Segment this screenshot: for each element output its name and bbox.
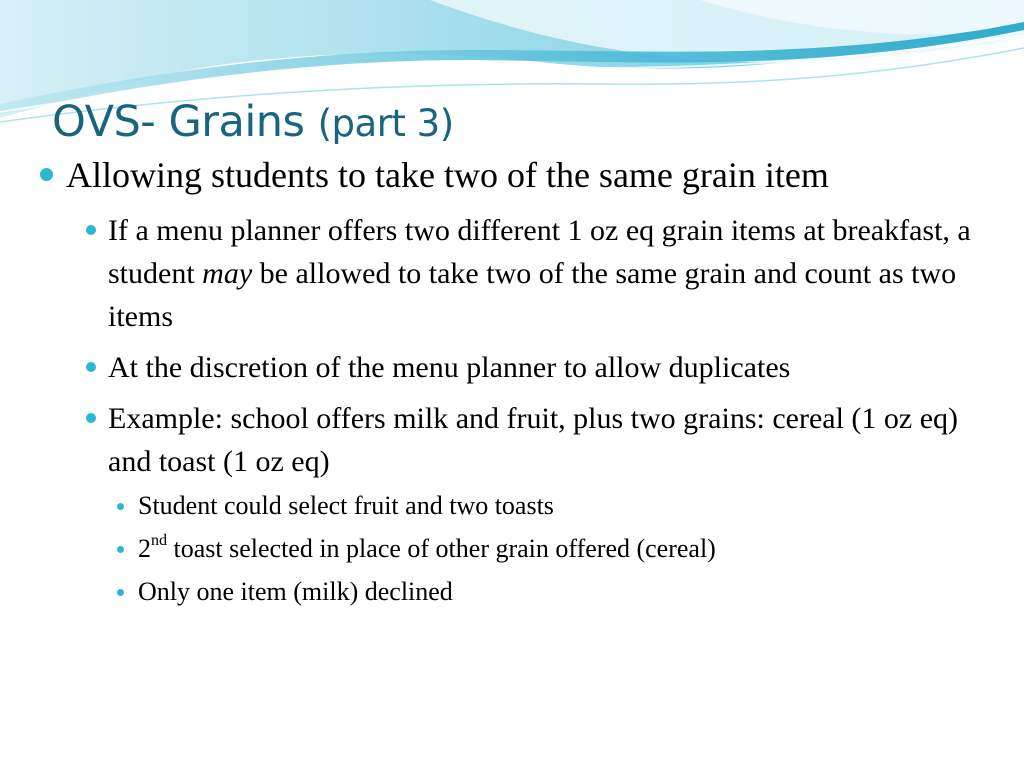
bullet-dot-icon bbox=[117, 546, 124, 553]
sub-sub-bullet-text: Only one item (milk) declined bbox=[138, 577, 453, 606]
bullet-list bbox=[66, 153, 971, 618]
sub-sub-bullet-text: toast selected in place of other grain offered (cereal) bbox=[167, 534, 716, 563]
bullet-dot-icon bbox=[86, 225, 96, 235]
sub-bullet-list bbox=[108, 209, 988, 609]
ordinal-suffix: nd bbox=[151, 532, 167, 550]
bullet-text: Allowing students to take two of the same grain item bbox=[66, 155, 829, 195]
bullet-item bbox=[66, 153, 971, 609]
bullet-dot-icon bbox=[117, 503, 124, 510]
sub-bullet-text: Example: school offers milk and fruit, plus two grains: cereal (1 oz eq) and toast (1 oz eq) bbox=[108, 402, 959, 478]
sub-sub-bullet-item bbox=[138, 575, 988, 609]
sub-bullet-item bbox=[108, 397, 988, 609]
slide-title bbox=[52, 92, 454, 154]
sub-bullet-text: At the discretion of the menu planner to allow duplicates bbox=[108, 351, 791, 384]
title-part: (part 3) bbox=[317, 102, 454, 145]
sub-sub-bullet-text: Student could select fruit and two toasts bbox=[138, 491, 554, 520]
sub-bullet-item bbox=[108, 346, 988, 389]
bullet-dot-icon bbox=[117, 589, 124, 596]
sub-bullet-item bbox=[108, 209, 988, 338]
emphasis-text: may bbox=[202, 257, 253, 290]
bullet-dot-icon bbox=[86, 362, 96, 372]
sub-sub-bullet-list bbox=[138, 489, 988, 609]
bullet-dot-icon bbox=[40, 168, 53, 181]
sub-bullet-text: be allowed to take two of the same grain and count as two items bbox=[108, 257, 957, 333]
sub-sub-bullet-item bbox=[138, 489, 988, 523]
ordinal-number: 2 bbox=[138, 534, 151, 563]
sub-sub-bullet-item bbox=[138, 532, 988, 566]
title-main: OVS- Grains bbox=[52, 97, 318, 147]
sub-bullet-text: If a menu planner offers two different 1 oz eq grain items at breakfast, a student bbox=[108, 214, 971, 290]
bullet-dot-icon bbox=[86, 413, 96, 423]
